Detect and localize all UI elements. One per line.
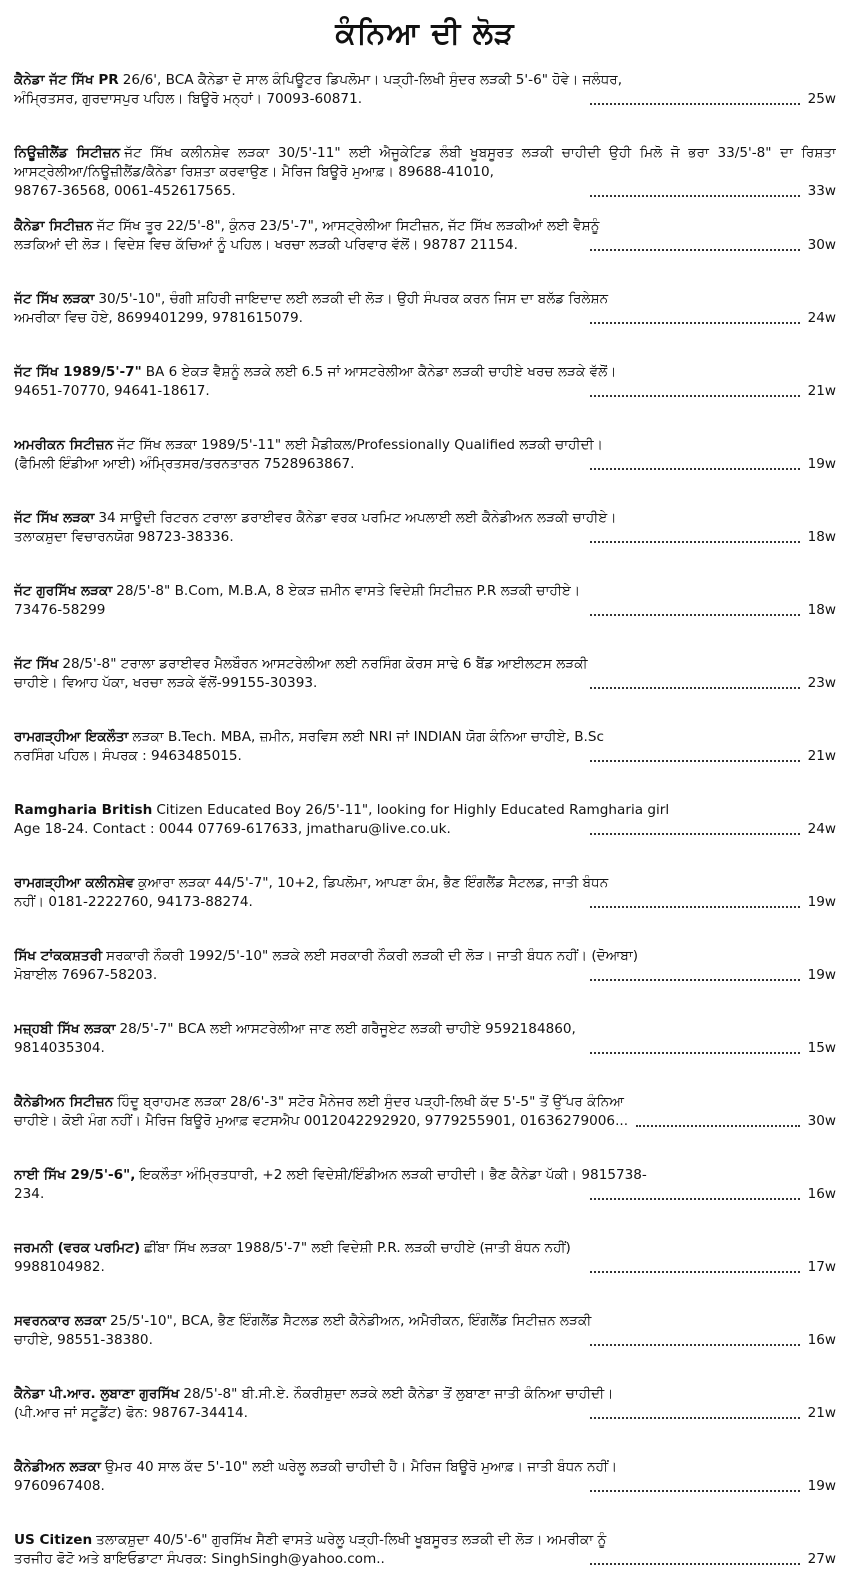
ad-body: ਉਮਰ 40 ਸਾਲ ਕੱਦ 5'-10" ਲਈ ਘਰੇਲੂ ਲੜਕੀ ਚਾਹੀਦੀ ਹੈ। ਮੈਰਿਜ ਬਿਊਰੋ ਮੁਆਫ਼। ਜਾਤੀ ਬੰਧਨ ਨਹੀਂ। xyxy=(104,1459,618,1475)
ad-footer xyxy=(14,528,836,547)
dotted-leader xyxy=(636,1125,800,1127)
ad-contact: ਨਹੀਂ। 0181-2222760, 94173-88274. xyxy=(14,894,253,910)
ad-footer xyxy=(14,382,836,401)
list-item xyxy=(14,1166,836,1221)
ad-contact: ਚਾਹੀਏ। ਵਿਆਹ ਪੱਕਾ, ਖਰਚਾ ਲੜਕੇ ਵੱਲੋਂ-99155-30393. xyxy=(14,675,318,691)
ad-word-count: 21w xyxy=(807,383,836,399)
list-item xyxy=(14,363,836,418)
ad-word-count: 19w xyxy=(807,456,836,472)
list-item xyxy=(14,436,836,491)
ad-word-count: 24w xyxy=(807,310,836,326)
list-item xyxy=(14,290,836,345)
ad-word-count: 33w xyxy=(807,183,836,199)
ad-text xyxy=(14,1093,836,1112)
ad-contact: 94651-70770, 94641-18617. xyxy=(14,383,210,399)
list-item xyxy=(14,1385,836,1440)
ad-lead: ਕੈਨੇਡੀਅਨ ਸਿਟੀਜ਼ਨ xyxy=(14,1094,114,1110)
dotted-leader xyxy=(590,541,800,543)
ad-lead: US Citizen xyxy=(14,1532,93,1548)
ad-body: 25/5'-10", BCA, ਭੈਣ ਇੰਗਲੈਂਡ ਸੈਟਲਡ ਲਈ ਕੈਨੇਡੀਅਨ, ਅਮੈਰੀਕਨ, ਇੰਗਲੈਂਡ ਸਿਟੀਜ਼ਨ ਲੜਕੀ xyxy=(110,1313,592,1329)
ad-body: BA 6 ਏਕੜ ਵੈਸ਼ਨੂੰ ਲੜਕੇ ਲਈ 6.5 ਜਾਂ ਆਸਟਰੇਲੀਆ ਕੈਨੇਡਾ ਲੜਕੀ ਚਾਹੀਏ ਖਰਚ ਲੜਕੇ ਵੱਲੋਂ। xyxy=(145,364,617,380)
ad-word-count: 16w xyxy=(807,1186,836,1202)
ad-text xyxy=(14,1458,836,1477)
ad-footer xyxy=(14,674,836,693)
ad-footer xyxy=(14,1477,836,1496)
ad-lead: ਜੱਟ ਸਿੱਖ ਲੜਕਾ xyxy=(14,510,95,526)
ad-footer xyxy=(14,90,836,109)
ad-text xyxy=(14,509,836,528)
list-item xyxy=(14,509,836,564)
ad-body: Citizen Educated Boy 26/5'-11", looking for Highly Educated Ramgharia girl xyxy=(156,802,670,818)
dotted-leader xyxy=(590,468,800,470)
ad-word-count: 18w xyxy=(807,602,836,618)
ad-contact: ਨਰਸਿੰਗ ਪਹਿਲ। ਸੰਪਰਕ : 9463485015. xyxy=(14,748,242,764)
ad-lead: ਕੈਨੇਡੀਅਨ ਲੜਕਾ xyxy=(14,1459,101,1475)
ad-footer xyxy=(14,1039,836,1058)
ad-footer xyxy=(14,1331,836,1350)
ad-word-count: 21w xyxy=(807,748,836,764)
ad-lead: ਕੈਨੇਡਾ ਸਿਟੀਜ਼ਨ xyxy=(14,218,93,234)
ad-footer xyxy=(14,236,836,255)
ad-text xyxy=(14,801,836,820)
list-item xyxy=(14,71,836,126)
list-item xyxy=(14,801,836,856)
ad-lead: ਸਵਰਨਕਾਰ ਲੜਕਾ xyxy=(14,1313,107,1329)
dotted-leader xyxy=(590,833,800,835)
ad-contact: Age 18-24. Contact : 0044 07769-617633, jmatharu@live.co.uk. xyxy=(14,821,451,837)
ad-word-count: 25w xyxy=(807,91,836,107)
ad-text xyxy=(14,363,836,382)
ad-word-count: 30w xyxy=(807,1113,836,1129)
ad-text xyxy=(14,1531,836,1550)
list-item xyxy=(14,1458,836,1513)
ad-lead: ਨਾਈ ਸਿੱਖ 29/5'-6", xyxy=(14,1167,136,1183)
list-item xyxy=(14,217,836,272)
ad-footer xyxy=(14,1550,836,1569)
ad-text xyxy=(14,217,836,236)
ad-word-count: 30w xyxy=(807,237,836,253)
ad-lead: Ramgharia British xyxy=(14,802,153,818)
dotted-leader xyxy=(590,979,800,981)
ad-text xyxy=(14,144,836,182)
ad-body: ਇਕਲੌਤਾ ਅੰਮ੍ਰਿਤਧਾਰੀ, +2 ਲਈ ਵਿਦੇਸ਼ੀ/ਇੰਡੀਅਨ ਲੜਕੀ ਚਾਹੀਦੀ। ਭੈਣ ਕੈਨੇਡਾ ਪੱਕੀ। 9815738- xyxy=(139,1167,647,1183)
ad-contact: 234. xyxy=(14,1186,45,1202)
ad-word-count: 15w xyxy=(807,1040,836,1056)
dotted-leader xyxy=(590,1052,800,1054)
ad-footer xyxy=(14,820,836,839)
ad-body: 30/5'-10", ਚੰਗੀ ਸ਼ਹਿਰੀ ਜਾਇਦਾਦ ਲਈ ਲੜਕੀ ਦੀ ਲੋੜ। ਉਹੀ ਸੰਪਰਕ ਕਰਨ ਜਿਸ ਦਾ ਬਲੱਡ ਰਿਲੇਸ਼ਨ xyxy=(98,291,609,307)
ad-body: 28/5'-8" ਟਰਾਲਾ ਡਰਾਈਵਰ ਮੈਲਬੌਰਨ ਆਸਟਰੇਲੀਆ ਲਈ ਨਰਸਿੰਗ ਕੋਰਸ ਸਾਢੇ 6 ਬੈਂਡ ਆਈਲਟਸ ਲੜਕੀ xyxy=(62,656,588,672)
ad-text xyxy=(14,655,836,674)
dotted-leader xyxy=(590,322,800,324)
ad-lead: ਕੈਨੇਡਾ ਪੀ.ਆਰ. ਲੁਬਾਣਾ ਗੁਰਸਿੱਖ xyxy=(14,1386,180,1402)
ad-footer xyxy=(14,601,836,620)
dotted-leader xyxy=(590,1490,800,1492)
list-item xyxy=(14,1020,836,1075)
ad-body: 28/5'-8" B.Com, M.B.A, 8 ਏਕੜ ਜ਼ਮੀਨ ਵਾਸਤੇ ਵਿਦੇਸ਼ੀ ਸਿਟੀਜ਼ਨ P.R ਲੜਕੀ ਚਾਹੀਏ। xyxy=(116,583,581,599)
ad-word-count: 19w xyxy=(807,1478,836,1494)
ad-contact: 9814035304. xyxy=(14,1040,105,1056)
ad-word-count: 19w xyxy=(807,967,836,983)
ad-contact: ਅੰਮ੍ਰਿਤਸਰ, ਗੁਰਦਾਸਪੁਰ ਪਹਿਲ। ਬਿਊਰੋ ਮਨ੍ਹਾਂ। 70093-60871. xyxy=(14,91,363,107)
ad-footer xyxy=(14,182,836,199)
ad-contact: ਮੋਬਾਈਲ 76967-58203. xyxy=(14,967,158,983)
ad-contact: 98767-36568, 0061-452617565. xyxy=(14,183,236,199)
dotted-leader xyxy=(590,906,800,908)
ad-lead: ਕੈਨੇਡਾ ਜੱਟ ਸਿੱਖ PR xyxy=(14,72,119,88)
ad-body: ਲੜਕਾ B.Tech. MBA, ਜ਼ਮੀਨ, ਸਰਵਿਸ ਲਈ NRI ਜਾਂ INDIAN ਯੋਗ ਕੰਨਿਆ ਚਾਹੀਏ, B.Sc xyxy=(132,729,604,745)
ad-text xyxy=(14,1312,836,1331)
ad-text xyxy=(14,290,836,309)
ad-contact: ਲੜਕਿਆਂ ਦੀ ਲੋੜ। ਵਿਦੇਸ਼ ਵਿਚ ਕੱਚਿਆਂ ਨੂੰ ਪਹਿਲ। ਖਰਚਾ ਲੜਕੀ ਪਰਿਵਾਰ ਵੱਲੋਂ। 98787 21154. xyxy=(14,237,518,253)
ad-text xyxy=(14,947,836,966)
ad-lead: ਰਾਮਗੜ੍ਹੀਆ ਕਲੀਨਸ਼ੇਵ xyxy=(14,875,135,891)
ad-contact: 73476-58299 xyxy=(14,602,106,618)
ad-lead: ਰਾਮਗੜ੍ਹੀਆ ਇਕਲੌਤਾ xyxy=(14,729,129,745)
ad-body: 28/5'-8" ਬੀ.ਸੀ.ਏ. ਨੌਕਰੀਸ਼ੁਦਾ ਲੜਕੇ ਲਈ ਕੈਨੇਡਾ ਤੋਂ ਲੁਬਾਣਾ ਜਾਤੀ ਕੰਨਿਆ ਚਾਹੀਦੀ। xyxy=(183,1386,614,1402)
list-item xyxy=(14,1531,836,1586)
ad-text xyxy=(14,1166,836,1185)
ad-lead: ਸਿੱਖ ਟਾਂਕਕਸ਼ਤਰੀ xyxy=(14,948,103,964)
ad-contact: 9760967408. xyxy=(14,1478,105,1494)
ad-body: 26/6', BCA ਕੈਨੇਡਾ ਦੋ ਸਾਲ ਕੰਪਿਊਟਰ ਡਿਪਲੋਮਾ। ਪੜ੍ਹੀ-ਲਿਖੀ ਸੁੰਦਰ ਲੜਕੀ 5'-6" ਹੋਵੇ। ਜਲੰਧਰ, xyxy=(122,72,623,88)
ad-word-count: 21w xyxy=(807,1405,836,1421)
list-item xyxy=(14,144,836,199)
dotted-leader xyxy=(590,395,800,397)
ad-footer xyxy=(14,893,836,912)
ad-body: ਸਰਕਾਰੀ ਨੌਕਰੀ 1992/5'-10" ਲੜਕੇ ਲਈ ਸਰਕਾਰੀ ਨੌਕਰੀ ਲੜਕੀ ਦੀ ਲੋੜ। ਜਾਤੀ ਬੰਧਨ ਨਹੀਂ। (ਦੋਆਬਾ) xyxy=(106,948,639,964)
ad-contact: ਤਲਾਕਸ਼ੁਦਾ ਵਿਚਾਰਨਯੋਗ 98723-38336. xyxy=(14,529,234,545)
ad-word-count: 24w xyxy=(807,821,836,837)
ads-list xyxy=(14,71,836,1586)
dotted-leader xyxy=(590,103,800,105)
ad-word-count: 23w xyxy=(807,675,836,691)
ad-body: ਛੀਂਬਾ ਸਿੱਖ ਲੜਕਾ 1988/5'-7" ਲਈ ਵਿਦੇਸ਼ੀ P.R. ਲੜਕੀ ਚਾਹੀਏ (ਜਾਤੀ ਬੰਧਨ ਨਹੀਂ) xyxy=(144,1240,571,1256)
ad-body: ਕੁਆਰਾ ਲੜਕਾ 44/5'-7", 10+2, ਡਿਪਲੋਮਾ, ਆਪਣਾ ਕੰਮ, ਭੈਣ ਇੰਗਲੈਂਡ ਸੈਟਲਡ, ਜਾਤੀ ਬੰਧਨ xyxy=(138,875,609,891)
ad-body: ਤਲਾਕਸ਼ੁਦਾ 40/5'-6" ਗੁਰਸਿੱਖ ਸੈਣੀ ਵਾਸਤੇ ਘਰੇਲੂ ਪੜ੍ਹੀ-ਲਿਖੀ ਖੂਬਸੂਰਤ ਲੜਕੀ ਦੀ ਲੋੜ। ਅਮਰੀਕਾ ਨੂੰ xyxy=(96,1532,607,1548)
dotted-leader xyxy=(590,1417,800,1419)
ad-body: 28/5'-7" BCA ਲਈ ਆਸਟਰੇਲੀਆ ਜਾਣ ਲਈ ਗਰੈਜੂਏਟ ਲੜਕੀ ਚਾਹੀਏ 9592184860, xyxy=(119,1021,576,1037)
page-title: ਕੰਨਿਆ ਦੀ ਲੋੜ xyxy=(335,16,515,51)
ad-body: ਜੱਟ ਸਿੱਖ ਲੜਕਾ 1989/5'-11" ਲਈ ਮੈਡੀਕਲ/Professionally Qualified ਲੜਕੀ ਚਾਹੀਦੀ। xyxy=(117,437,603,453)
list-item xyxy=(14,655,836,710)
list-item xyxy=(14,582,836,637)
ad-contact: ਤਰਜੀਹ ਫੋਟੋ ਅਤੇ ਬਾਇਓਡਾਟਾ ਸੰਪਰਕ: SinghSingh@yahoo.com.. xyxy=(14,1551,385,1567)
ad-lead: ਜਰਮਨੀ (ਵਰਕ ਪਰਮਿਟ) xyxy=(14,1240,141,1256)
list-item xyxy=(14,947,836,1002)
dotted-leader xyxy=(590,249,800,251)
ad-footer xyxy=(14,309,836,328)
list-item xyxy=(14,1093,836,1148)
ad-lead: ਜੱਟ ਸਿੱਖ xyxy=(14,656,59,672)
ad-body: ਹਿੰਦੂ ਬ੍ਰਾਹਮਣ ਲੜਕਾ 28/6'-3" ਸਟੋਰ ਮੈਨੇਜਰ ਲਈ ਸੁੰਦਰ ਪੜ੍ਹੀ-ਲਿਖੀ ਕੱਦ 5'-5" ਤੋਂ ਉੱਪਰ ਕੰਨਿਆ xyxy=(117,1094,625,1110)
dotted-leader xyxy=(590,1271,800,1273)
ad-text xyxy=(14,1020,836,1039)
ad-lead: ਨਿਊਜ਼ੀਲੈਂਡ ਸਿਟੀਜ਼ਨ xyxy=(14,145,121,161)
ad-footer xyxy=(14,455,836,474)
ad-word-count: 17w xyxy=(807,1259,836,1275)
dotted-leader xyxy=(590,1563,800,1565)
ad-lead: ਮਜ਼੍ਹਬੀ ਸਿੱਖ ਲੜਕਾ xyxy=(14,1021,116,1037)
ad-body: 34 ਸਾਊਦੀ ਰਿਟਰਨ ਟਰਾਲਾ ਡਰਾਈਵਰ ਕੈਨੇਡਾ ਵਰਕ ਪਰਮਿਟ ਅਪਲਾਈ ਲਈ ਕੈਨੇਡੀਅਨ ਲੜਕੀ ਚਾਹੀਏ। xyxy=(98,510,617,526)
ad-body: ਜੱਟ ਸਿੱਖ ਤੂਰ 22/5'-8", ਕੁੰਨਰ 23/5'-7", ਆਸਟ੍ਰੇਲੀਆ ਸਿਟੀਜ਼ਨ, ਜੱਟ ਸਿੱਖ ਲੜਕੀਆਂ ਲਈ ਵੈਸ਼ਨੂੰ xyxy=(96,218,600,234)
ad-footer xyxy=(14,966,836,985)
ad-footer xyxy=(14,1185,836,1204)
dotted-leader xyxy=(590,614,800,616)
ad-word-count: 27w xyxy=(807,1551,836,1567)
ad-word-count: 16w xyxy=(807,1332,836,1348)
ad-lead: ਜੱਟ ਸਿੱਖ ਲੜਕਾ xyxy=(14,291,95,307)
ad-lead: ਅਮਰੀਕਨ ਸਿਟੀਜ਼ਨ xyxy=(14,437,114,453)
ad-text xyxy=(14,1239,836,1258)
dotted-leader xyxy=(590,1198,800,1200)
ad-word-count: 18w xyxy=(807,529,836,545)
ad-text xyxy=(14,71,836,90)
ad-contact: ਚਾਹੀਏ, 98551-38380. xyxy=(14,1332,153,1348)
ad-word-count: 19w xyxy=(807,894,836,910)
dotted-leader xyxy=(590,195,800,197)
ad-contact: 9988104982. xyxy=(14,1259,105,1275)
list-item xyxy=(14,1239,836,1294)
ad-contact: (ਫੈਮਿਲੀ ਇੰਡੀਆ ਆਈ) ਅੰਮ੍ਰਿਤਸਰ/ਤਰਨਤਾਰਨ 7528963867. xyxy=(14,456,355,472)
dotted-leader xyxy=(590,687,800,689)
ad-footer xyxy=(14,1112,836,1131)
ad-text xyxy=(14,582,836,601)
dotted-leader xyxy=(590,760,800,762)
ad-contact: ਅਮਰੀਕਾ ਵਿਚ ਹੋਏ, 8699401299, 9781615079. xyxy=(14,310,303,326)
list-item xyxy=(14,874,836,929)
ad-text xyxy=(14,1385,836,1404)
dotted-leader xyxy=(590,1344,800,1346)
ad-contact: (ਪੀ.ਆਰ ਜਾਂ ਸਟੂਡੈਂਟ) ਫੋਨ: 98767-34414. xyxy=(14,1405,248,1421)
ad-footer xyxy=(14,747,836,766)
ad-text xyxy=(14,874,836,893)
list-item xyxy=(14,728,836,783)
list-item xyxy=(14,1312,836,1367)
ad-text xyxy=(14,436,836,455)
ad-body: ਜੱਟ ਸਿੱਖ ਕਲੀਨਸ਼ੇਵ ਲੜਕਾ 30/5'-11" ਲਈ ਐਜੂਕੇਟਿਡ ਲੰਬੀ ਖੂਬਸੂਰਤ ਲੜਕੀ ਚਾਹੀਦੀ ਉਹੀ ਮਿਲੋ ਜੋ ਭਰਾ 33/5'-8" ਦਾ ਰਿਸ਼ਤਾ ਆਸਟ੍ਰੇਲੀਆ/ਨਿਊਜ਼ੀਲੈਂਡ/ਕੈਨੇਡਾ ਰਿਸ਼ਤਾ ਕਰਵਾਉਣ। ਮੈਰਿਜ ਬਿਊਰੋ ਮੁਆਫ਼। 89688-41010, xyxy=(14,145,836,180)
ad-text xyxy=(14,728,836,747)
ad-footer xyxy=(14,1258,836,1277)
ad-lead: ਜੱਟ ਗੁਰਸਿੱਖ ਲੜਕਾ xyxy=(14,583,113,599)
ad-footer xyxy=(14,1404,836,1423)
ad-contact: ਚਾਹੀਏ। ਕੋਈ ਮੰਗ ਨਹੀਂ। ਮੈਰਿਜ ਬਿਊਰੋ ਮੁਆਫ਼ ਵਟਸਐਪ 0012042292920, 9779255901, 01636279006... xyxy=(14,1113,629,1129)
ad-lead: ਜੱਟ ਸਿੱਖ 1989/5'-7" xyxy=(14,364,142,380)
